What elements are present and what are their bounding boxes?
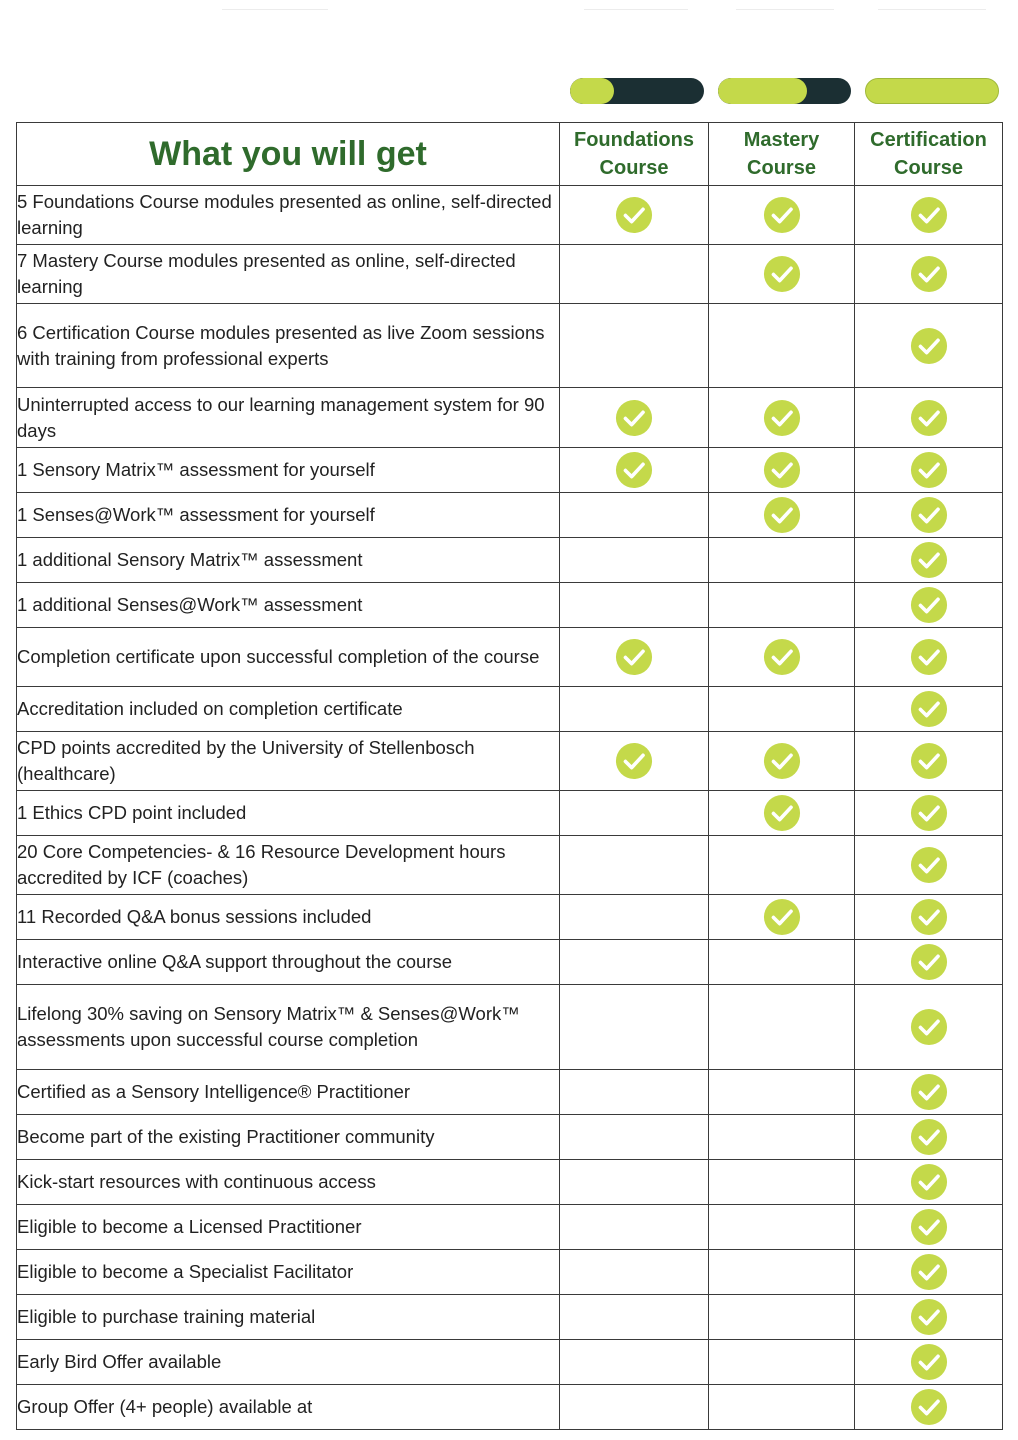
check-cell xyxy=(855,628,1003,687)
check-circle-icon xyxy=(910,1008,948,1046)
check-cell xyxy=(709,388,855,448)
check-cell xyxy=(560,1205,709,1250)
top-divider xyxy=(222,9,328,10)
top-divider xyxy=(584,9,688,10)
check-cell xyxy=(560,1115,709,1160)
feature-label: Completion certificate upon successful completion of the course xyxy=(17,628,560,687)
feature-label: Uninterrupted access to our learning management system for 90 days xyxy=(17,388,560,448)
check-cell xyxy=(560,1160,709,1205)
table-row xyxy=(17,628,1003,687)
check-circle-icon xyxy=(763,399,801,437)
check-cell xyxy=(560,940,709,985)
check-cell xyxy=(855,836,1003,895)
check-cell xyxy=(855,448,1003,493)
table-row xyxy=(17,448,1003,493)
check-cell xyxy=(560,1295,709,1340)
feature-label: Group Offer (4+ people) available at xyxy=(17,1385,560,1430)
check-cell xyxy=(855,583,1003,628)
check-cell xyxy=(855,1340,1003,1385)
table-row xyxy=(17,1160,1003,1205)
check-cell xyxy=(855,1295,1003,1340)
check-cell xyxy=(709,895,855,940)
check-cell xyxy=(560,245,709,304)
check-cell xyxy=(709,940,855,985)
feature-label: Certified as a Sensory Intelligence® Practitioner xyxy=(17,1070,560,1115)
check-circle-icon xyxy=(910,1118,948,1156)
check-cell xyxy=(560,583,709,628)
check-cell xyxy=(855,186,1003,245)
check-circle-icon xyxy=(763,638,801,676)
feature-label: 11 Recorded Q&A bonus sessions included xyxy=(17,895,560,940)
feature-label: Early Bird Offer available xyxy=(17,1340,560,1385)
check-circle-icon xyxy=(615,399,653,437)
progress-fill xyxy=(718,78,807,104)
table-row xyxy=(17,1385,1003,1430)
check-cell xyxy=(560,448,709,493)
col-header-line: Course xyxy=(747,157,816,179)
check-circle-icon xyxy=(910,451,948,489)
check-cell xyxy=(709,985,855,1070)
feature-label: 1 Sensory Matrix™ assessment for yourself xyxy=(17,448,560,493)
check-cell xyxy=(560,791,709,836)
check-cell xyxy=(709,1205,855,1250)
feature-label: Lifelong 30% saving on Sensory Matrix™ & Senses@Work™ assessments upon successful course completion xyxy=(17,985,560,1070)
check-cell xyxy=(709,1115,855,1160)
check-cell xyxy=(709,1160,855,1205)
table-row xyxy=(17,304,1003,388)
feature-label: Eligible to become a Specialist Facilitator xyxy=(17,1250,560,1295)
check-cell xyxy=(560,732,709,791)
check-circle-icon xyxy=(910,496,948,534)
check-cell xyxy=(560,538,709,583)
check-cell xyxy=(709,538,855,583)
check-circle-icon xyxy=(615,742,653,780)
feature-label: 1 Senses@Work™ assessment for yourself xyxy=(17,493,560,538)
col-header-foundations xyxy=(560,123,709,186)
check-cell xyxy=(560,388,709,448)
table-title: What you will get xyxy=(17,123,560,186)
check-cell xyxy=(855,791,1003,836)
table-row xyxy=(17,1115,1003,1160)
check-cell xyxy=(855,538,1003,583)
check-circle-icon xyxy=(910,898,948,936)
check-cell xyxy=(709,493,855,538)
check-cell xyxy=(855,895,1003,940)
check-cell xyxy=(709,583,855,628)
check-cell xyxy=(709,304,855,388)
check-cell xyxy=(560,895,709,940)
check-cell xyxy=(855,245,1003,304)
top-divider xyxy=(878,9,986,10)
table-row xyxy=(17,985,1003,1070)
table-row xyxy=(17,687,1003,732)
table-row xyxy=(17,186,1003,245)
check-cell xyxy=(855,1070,1003,1115)
feature-label: Accreditation included on completion certificate xyxy=(17,687,560,732)
certification-progress-pill xyxy=(865,78,999,104)
table-row xyxy=(17,791,1003,836)
check-circle-icon xyxy=(910,1253,948,1291)
table-row xyxy=(17,245,1003,304)
check-cell xyxy=(855,1205,1003,1250)
check-cell xyxy=(709,687,855,732)
check-cell xyxy=(855,1115,1003,1160)
check-circle-icon xyxy=(910,1388,948,1426)
feature-label: 20 Core Competencies- & 16 Resource Development hours accredited by ICF (coaches) xyxy=(17,836,560,895)
check-cell xyxy=(560,1385,709,1430)
col-header-mastery xyxy=(709,123,855,186)
col-header-certification xyxy=(855,123,1003,186)
check-circle-icon xyxy=(763,742,801,780)
table-row xyxy=(17,1070,1003,1115)
table-row xyxy=(17,1295,1003,1340)
table-row xyxy=(17,538,1003,583)
check-circle-icon xyxy=(910,327,948,365)
check-cell xyxy=(560,1070,709,1115)
check-circle-icon xyxy=(763,898,801,936)
check-circle-icon xyxy=(615,638,653,676)
check-cell xyxy=(855,1385,1003,1430)
check-cell xyxy=(560,186,709,245)
check-cell xyxy=(560,687,709,732)
check-cell xyxy=(709,186,855,245)
table-row xyxy=(17,583,1003,628)
feature-label: Eligible to purchase training material xyxy=(17,1295,560,1340)
check-circle-icon xyxy=(910,1208,948,1246)
check-cell xyxy=(855,687,1003,732)
table-row xyxy=(17,895,1003,940)
feature-label: Kick-start resources with continuous access xyxy=(17,1160,560,1205)
table-row xyxy=(17,836,1003,895)
check-cell xyxy=(560,1340,709,1385)
check-cell xyxy=(709,732,855,791)
feature-label: 1 additional Sensory Matrix™ assessment xyxy=(17,538,560,583)
check-cell xyxy=(855,304,1003,388)
check-cell xyxy=(855,388,1003,448)
check-circle-icon xyxy=(910,1163,948,1201)
check-cell xyxy=(855,940,1003,985)
check-circle-icon xyxy=(910,638,948,676)
feature-label: 1 Ethics CPD point included xyxy=(17,791,560,836)
feature-label: 1 additional Senses@Work™ assessment xyxy=(17,583,560,628)
check-circle-icon xyxy=(615,196,653,234)
check-circle-icon xyxy=(910,1073,948,1111)
check-circle-icon xyxy=(910,742,948,780)
table-row xyxy=(17,1250,1003,1295)
check-cell xyxy=(709,1250,855,1295)
check-cell xyxy=(560,493,709,538)
check-circle-icon xyxy=(910,255,948,293)
check-circle-icon xyxy=(763,451,801,489)
col-header-line: Mastery xyxy=(743,129,820,151)
table-row xyxy=(17,493,1003,538)
check-circle-icon xyxy=(910,196,948,234)
check-cell xyxy=(560,1250,709,1295)
feature-label: Become part of the existing Practitioner community xyxy=(17,1115,560,1160)
table-header-row xyxy=(17,123,1003,186)
check-cell xyxy=(709,245,855,304)
check-cell xyxy=(560,304,709,388)
check-circle-icon xyxy=(763,496,801,534)
col-header-line: Certification xyxy=(870,129,987,151)
check-circle-icon xyxy=(763,255,801,293)
col-header-line: Course xyxy=(894,157,963,179)
check-cell xyxy=(709,448,855,493)
check-cell xyxy=(709,1340,855,1385)
check-circle-icon xyxy=(763,794,801,832)
check-cell xyxy=(560,836,709,895)
check-cell xyxy=(855,493,1003,538)
feature-label: CPD points accredited by the University of Stellenbosch (healthcare) xyxy=(17,732,560,791)
table-row xyxy=(17,1205,1003,1250)
feature-label: 7 Mastery Course modules presented as online, self-directed learning xyxy=(17,245,560,304)
course-comparison-table xyxy=(16,122,1003,1430)
feature-label: Eligible to become a Licensed Practitioner xyxy=(17,1205,560,1250)
col-header-line: Course xyxy=(599,157,669,179)
col-header-line: Foundations xyxy=(574,129,694,151)
check-cell xyxy=(560,985,709,1070)
check-circle-icon xyxy=(910,586,948,624)
check-circle-icon xyxy=(910,794,948,832)
check-cell xyxy=(709,836,855,895)
check-circle-icon xyxy=(910,1343,948,1381)
table-row xyxy=(17,732,1003,791)
table-row xyxy=(17,388,1003,448)
check-circle-icon xyxy=(910,1298,948,1336)
feature-label: 6 Certification Course modules presented as live Zoom sessions with training from professional experts xyxy=(17,304,560,388)
feature-label: 5 Foundations Course modules presented as online, self-directed learning xyxy=(17,186,560,245)
check-cell xyxy=(709,1070,855,1115)
check-cell xyxy=(709,791,855,836)
check-circle-icon xyxy=(910,541,948,579)
top-divider xyxy=(736,9,834,10)
check-cell xyxy=(709,1385,855,1430)
check-circle-icon xyxy=(910,399,948,437)
check-circle-icon xyxy=(910,846,948,884)
check-cell xyxy=(709,628,855,687)
foundations-progress-pill xyxy=(570,78,704,104)
check-circle-icon xyxy=(910,690,948,728)
feature-label: Interactive online Q&A support throughout the course xyxy=(17,940,560,985)
check-cell xyxy=(855,1160,1003,1205)
check-circle-icon xyxy=(910,943,948,981)
progress-fill xyxy=(570,78,614,104)
check-cell xyxy=(855,732,1003,791)
table-row xyxy=(17,940,1003,985)
check-cell xyxy=(855,1250,1003,1295)
progress-fill xyxy=(866,79,998,103)
check-cell xyxy=(709,1295,855,1340)
table-row xyxy=(17,1340,1003,1385)
check-circle-icon xyxy=(615,451,653,489)
check-cell xyxy=(560,628,709,687)
mastery-progress-pill xyxy=(718,78,851,104)
check-cell xyxy=(855,985,1003,1070)
check-circle-icon xyxy=(763,196,801,234)
